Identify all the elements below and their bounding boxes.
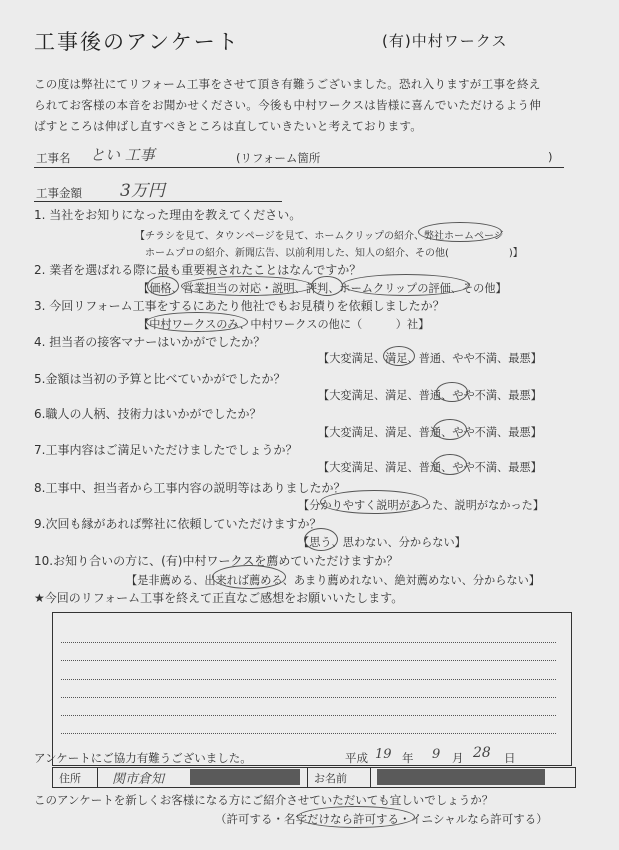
comment-line: [61, 697, 556, 698]
date-month[interactable]: 9: [432, 747, 441, 762]
date-year[interactable]: 19: [375, 747, 392, 762]
question-text: 業者を選ばれる際に最も重要視されたことはなんですか？: [49, 263, 362, 277]
question-7-options[interactable]: 【大変満足、満足、普通、やや不満、最悪】: [318, 461, 542, 474]
question-6: [34, 405, 261, 422]
date-era: 平成: [345, 751, 368, 765]
date-year-label: 年: [402, 751, 414, 765]
question-text: お知り合いの方に、(有)中村ワークスを薦めていただけますか？: [53, 554, 399, 568]
address-field[interactable]: [98, 768, 308, 787]
question-6-options[interactable]: 【大変満足、満足、普通、やや不満、最悪】: [318, 426, 542, 439]
comment-prompt: ★今回のリフォーム工事を終えて正直なご感想をお願いいたします。: [34, 591, 404, 605]
name-label: お名前: [314, 771, 347, 785]
question-3: [34, 297, 445, 314]
question-10-options[interactable]: 【是非薦める、出来れば薦める、あまり薦めれない、絶対薦めない、分からない】: [126, 574, 540, 587]
question-number: 2.: [34, 263, 46, 277]
question-number: 7.: [34, 443, 46, 457]
survey-title: 工事後のアンケート: [34, 30, 240, 54]
question-text: 次回も縁があれば弊社に依頼していただけますか？: [45, 517, 322, 531]
reform-location-close: ): [548, 150, 553, 164]
question-4: [34, 333, 265, 350]
thanks-text: アンケートにご協力有難うございました。: [34, 751, 252, 765]
question-text: 当社をお知りになった理由を教えてください。: [49, 208, 302, 222]
question-2-options[interactable]: 【価格、営業担当の対応・説明、評判、ホームクリップの評価、その他】: [138, 282, 507, 295]
question-number: 3.: [34, 299, 46, 313]
amount-label: 工事金額: [36, 186, 82, 200]
work-name-label: 工事名: [36, 151, 71, 165]
question-text: 職人の人柄、技術力はいかがでしたか？: [45, 407, 262, 421]
question-number: 6.: [34, 407, 46, 421]
question-8: [34, 479, 345, 496]
question-10: [34, 552, 398, 569]
question-number: 9.: [34, 517, 46, 531]
question-number: 5.: [34, 372, 46, 386]
question-text: 担当者の接客マナーはいかがでしたか？: [49, 335, 266, 349]
question-1-options-line1[interactable]: 【チラシを見て、タウンページを見て、ホームクリップの紹介、弊社ホームページ: [135, 231, 504, 242]
amount-value[interactable]: 3万円: [120, 181, 165, 201]
comment-line: [61, 733, 556, 734]
question-9-options[interactable]: 【思う、思わない、分からない】: [298, 536, 466, 549]
question-4-options[interactable]: 【大変満足、満足、普通、やや不満、最悪】: [318, 352, 542, 365]
name-field[interactable]: [371, 768, 573, 787]
question-1-options-line2[interactable]: ホームプロの紹介、新聞広告、以前利用した、知人の紹介、その他( )】: [145, 248, 523, 259]
permission-question: このアンケートを新しくお客様になる方にご紹介させていただいても宜しいでしょうか？: [34, 793, 494, 807]
question-text: 金額は当初の予算と比べていかがでしたか？: [45, 372, 286, 386]
work-name-underline: [34, 167, 564, 168]
comment-line: [61, 679, 556, 680]
question-number: 1.: [34, 208, 46, 222]
question-8-options[interactable]: 【分かりやすく説明があった、説明がなかった】: [298, 499, 545, 512]
name-label-cell: [308, 768, 371, 787]
address-label: 住所: [59, 771, 81, 785]
question-9: [34, 515, 321, 532]
redacted-address: [190, 769, 300, 785]
comment-box[interactable]: [52, 612, 572, 766]
question-number: 8.: [34, 481, 46, 495]
address-label-cell: [53, 768, 98, 787]
comment-line: [61, 660, 556, 661]
work-name-value[interactable]: とい 工事: [90, 146, 155, 164]
question-5: [34, 370, 285, 387]
question-text: 今回リフォーム工事をするにあたり他社でもお見積りを依頼しましたか？: [49, 299, 445, 313]
reform-location-label: (リフォーム箇所: [236, 151, 321, 165]
comment-line: [61, 642, 556, 643]
date-day[interactable]: 28: [473, 745, 491, 761]
intro-line-3: ばすところは伸ばし直すべきところは直していきたいと考えております。: [34, 119, 423, 133]
intro-line-1: この度は弊社にてリフォーム工事をさせて頂き有難うございました。恐れ入りますが工事を終え: [34, 77, 541, 91]
question-5-options[interactable]: 【大変満足、満足、普通、やや不満、最悪】: [318, 389, 542, 402]
address-value: 関市倉知: [112, 772, 165, 787]
question-text: 工事中、担当者から工事内容の説明等はありましたか？: [45, 481, 346, 495]
date-day-label: 日: [504, 751, 516, 765]
permission-options[interactable]: （許可する・名字だけなら許可する・イニシャルなら許可する）: [215, 812, 548, 826]
amount-underline: [34, 201, 282, 202]
company-name: (有)中村ワークス: [382, 32, 508, 50]
question-1: [34, 206, 301, 223]
intro-line-2: られてお客様の本音をお聞かせください。今後も中村ワークスは皆様に喜んでいただけるよう伸: [34, 98, 542, 112]
question-7: [34, 441, 297, 458]
question-3-options[interactable]: 【中村ワークスのみ、中村ワークスの他に（ ）社】: [138, 318, 430, 331]
question-number: 10.: [34, 554, 54, 568]
date-month-label: 月: [452, 751, 464, 765]
question-text: 工事内容はご満足いただけましたでしょうか？: [45, 443, 298, 457]
redacted-name: [377, 769, 545, 785]
comment-line: [61, 715, 556, 716]
question-number: 4.: [34, 335, 46, 349]
question-2: [34, 261, 361, 278]
contact-info-table: [52, 767, 576, 788]
